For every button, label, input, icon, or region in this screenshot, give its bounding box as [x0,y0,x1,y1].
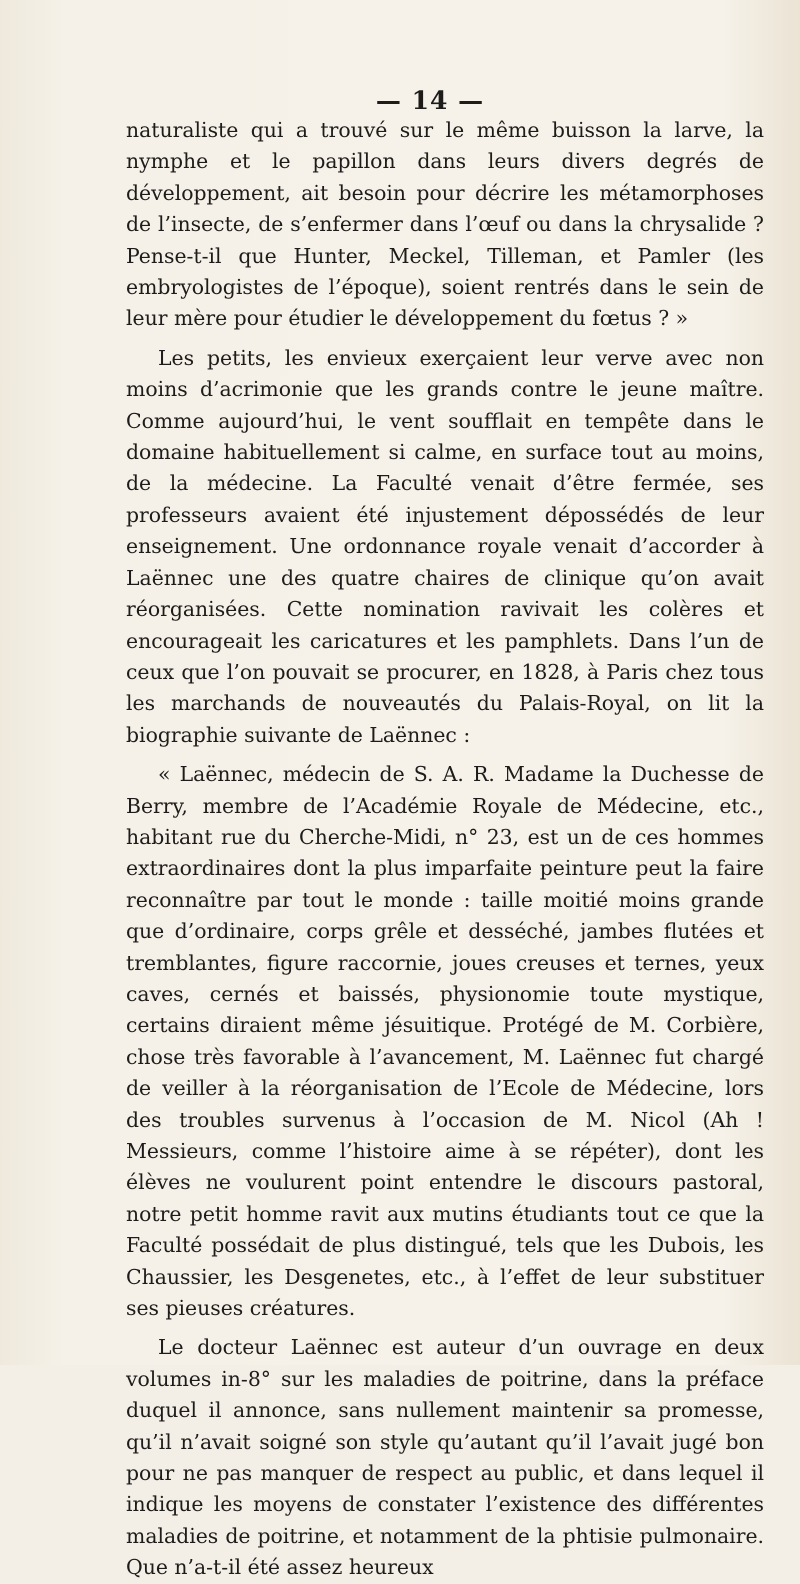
body-text [126,115,764,1584]
paragraph-critics: Les petits, les envieux exerçaient leur verve avec non moins d’acrimonie que les grands contre le jeune maître. Comme aujourd’hui, le vent soufflait en tempête dans le domaine habituellement si calme, en surface tout au moins, de la médecine. La Faculté venait d’être fermée, ses professeurs avaient été injustement dépossédés de leur enseignement. Une ordonnance royale venait d’accorder à Laënnec une des quatre chaires de clinique qu’on avait réorganisées. Cette nomination ravivait les colères et encourageait les caricatures et les pamphlets. Dans l’un de ceux que l’on pouvait se procurer, en 1828, à Paris chez tous les marchands de nouveautés du Palais-Royal, on lit la biographie suivante de Laënnec : [126,345,764,747]
paragraph-biography-quote: « Laënnec, médecin de S. A. R. Madame la Duchesse de Berry, membre de l’Académie Royale de Médecine, etc., habitant rue du Cherche-Midi, n° 23, est un de ces hommes extraordinaires dont la plus imparfaite peinture peut la faire reconnaître par tout le monde : taille moitié moins grande que d’ordinaire, corps grêle et desséché, jambes flutées et tremblantes, figure raccornie, joues creuses et ternes, yeux caves, cernés et baissés, physionomie toute mystique, certains diraient même jésuitique. Protégé de M. Corbière, chose très favorable à l’avancement, M. Laënnec fut chargé de veiller à la réorganisation de l’Ecole de Médecine, lors des troubles survenus à l’occasion de M. Nicol (Ah ! Messieurs, comme l’histoire aime à se répéter), dont les élèves ne voulurent point entendre le discours pastoral, notre petit homme ravit aux mutins étudiants tout ce que la Faculté possédait de plus distingué, tels que les Dubois, les Chaussier, les Desgenetes, etc., à l’effet de leur substituer ses pieuses créatures. [126,762,764,1321]
paragraph-continuation: naturaliste qui a trouvé sur le même buisson la larve, la nymphe et le papillon dans leurs divers degrés de développement, ait besoin pour décrire les métamorphoses de l’insecte, de s’enfermer dans l’œuf ou dans la chrysalide ? Pense-t-il que Hunter, Meckel, Tilleman, et Pamler (les embryologistes de l’époque), soient rentrés dans le sein de leur mère pour étudier le développement du fœtus ? » [126,118,764,331]
paragraph-treatise: Le docteur Laënnec est auteur d’un ouvrage en deux volumes in-8° sur les maladies de poitrine, dans la préface duquel il annonce, sans nullement maintenir sa promesse, qu’il n’avait soigné son style qu’autant qu’il l’avait jugé bon pour ne pas manquer de respect au public, et dans lequel il indique les moyens de constater l’existence des différentes maladies de poitrine, et notamment de la phtisie pulmonaire. Que n’a-t-il été assez heureux [126,1335,764,1580]
page-number: — 14 — [375,86,485,115]
